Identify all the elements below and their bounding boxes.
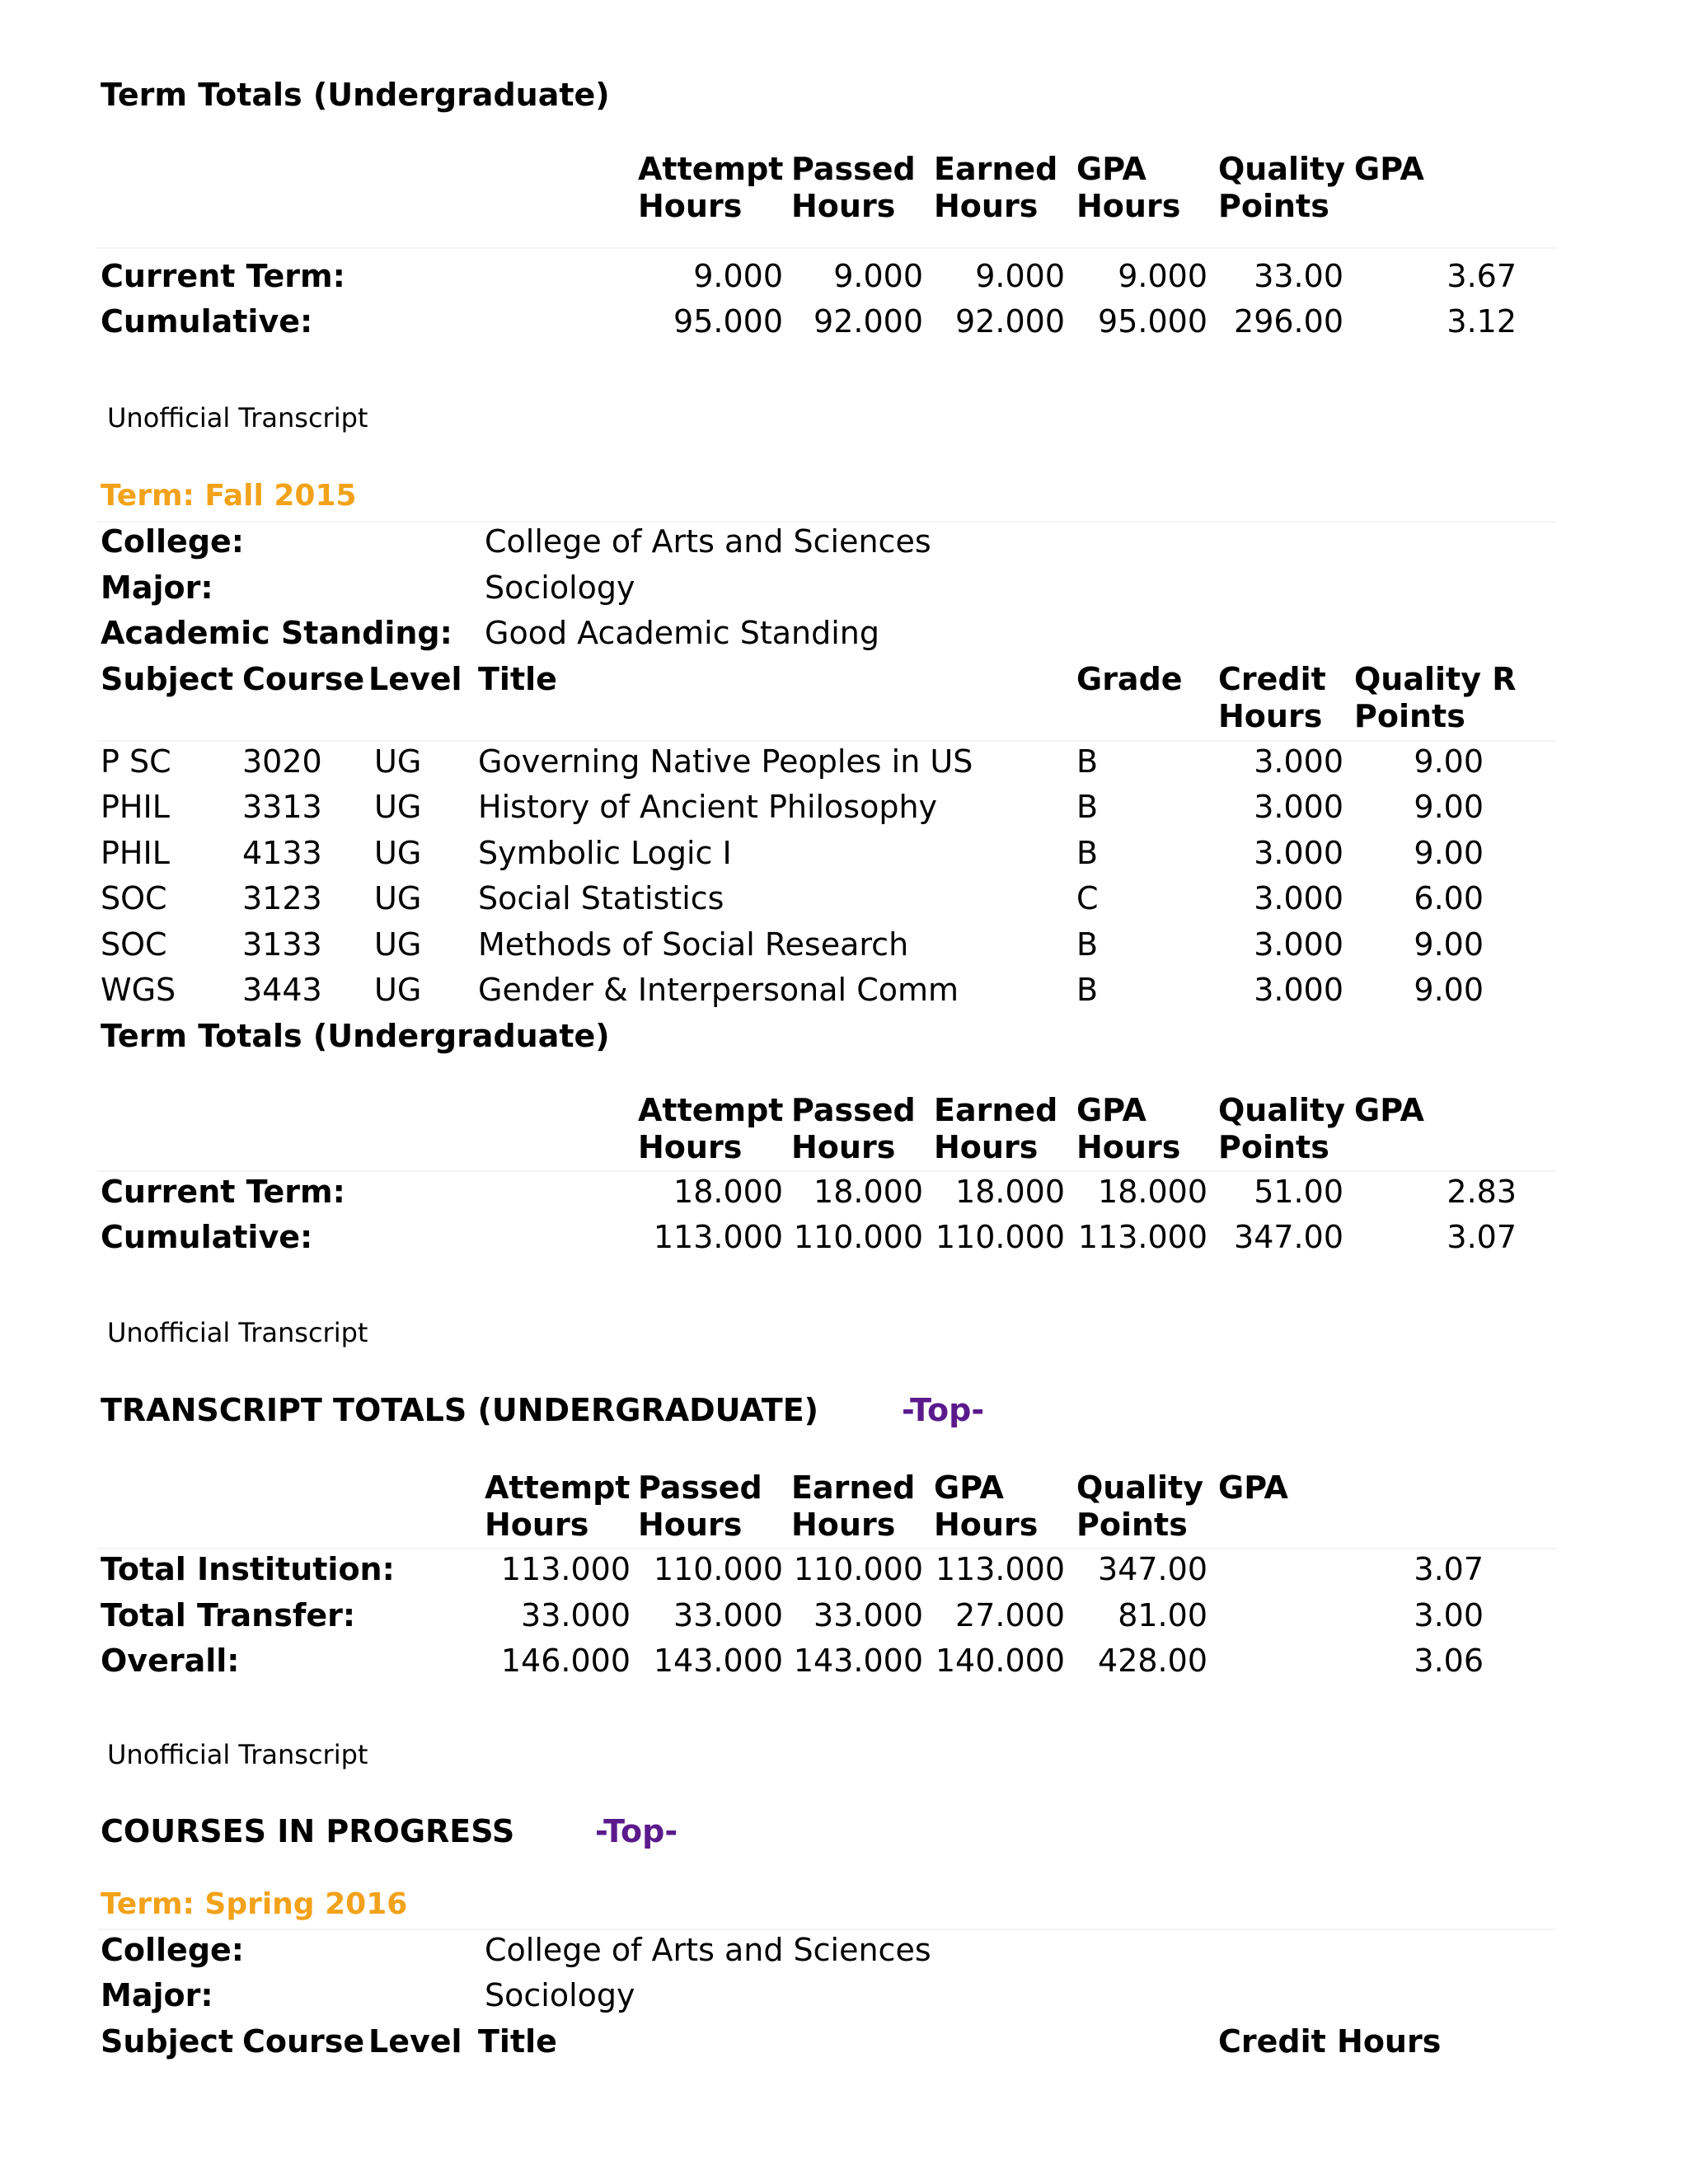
col-header-quality: Quality xyxy=(1218,151,1345,187)
fall-current-quality-points: 51.00 xyxy=(1254,1174,1343,1210)
fall-cumulative-label: Cumulative: xyxy=(101,1219,313,1255)
tt-col-header-gpa: GPA xyxy=(934,1469,1004,1506)
college-value: College of Arts and Sciences xyxy=(485,523,931,560)
tt-col-header-attempt: Attempt xyxy=(485,1469,631,1506)
col-header-gpa-value: GPA xyxy=(1354,151,1424,187)
total-transfer-quality: 81.00 xyxy=(1118,1597,1207,1633)
unofficial-transcript-note-2: Unofficial Transcript xyxy=(107,1317,368,1348)
fall-col-header-passed: Passed xyxy=(791,1092,916,1128)
total-institution-quality: 347.00 xyxy=(1098,1551,1207,1587)
col-header-quality-points: Points xyxy=(1218,188,1329,224)
course-row-2-course: 3313 xyxy=(242,789,322,825)
course-header-title: Title xyxy=(478,661,557,697)
current-quality-points: 33.00 xyxy=(1254,258,1343,294)
course-row-6-credit: 3.000 xyxy=(1254,972,1343,1008)
term-totals-heading: Term Totals (Undergraduate) xyxy=(101,77,610,113)
col-header-gpa-hours: Hours xyxy=(1076,188,1181,224)
col-header-earned: Earned xyxy=(934,151,1058,187)
top-link-1[interactable]: -Top- xyxy=(902,1392,985,1428)
course-row-2-grade: B xyxy=(1076,789,1099,825)
fall-current-term-label: Current Term: xyxy=(101,1174,345,1210)
course-row-5-subject: SOC xyxy=(101,926,167,963)
course-row-5-quality: 9.00 xyxy=(1414,926,1484,963)
course-row-4-subject: SOC xyxy=(101,880,167,916)
term-spring-2016: Term: Spring 2016 xyxy=(101,1887,408,1921)
total-institution-gpa-hours: 113.000 xyxy=(935,1551,1065,1587)
course-row-1-course: 3020 xyxy=(242,743,322,780)
fall-col-header-passed-hours: Hours xyxy=(791,1129,896,1165)
col-header-passed: Passed xyxy=(791,151,916,187)
unofficial-transcript-note-3: Unofficial Transcript xyxy=(107,1739,368,1770)
course-row-3-credit: 3.000 xyxy=(1254,835,1343,871)
fall-col-header-attempt-hours: Hours xyxy=(638,1129,743,1165)
ip-college-label: College: xyxy=(101,1932,244,1968)
tt-col-header-passed: Passed xyxy=(638,1469,762,1506)
course-row-1-subject: P SC xyxy=(101,743,171,780)
fall-cumulative-quality-points: 347.00 xyxy=(1234,1219,1343,1255)
ip-header-title: Title xyxy=(478,2023,557,2060)
fall-col-header-earned-hours: Hours xyxy=(934,1129,1039,1165)
tt-col-header-gpa-value: GPA xyxy=(1218,1469,1288,1506)
course-header-credit: Credit xyxy=(1218,661,1326,697)
current-earned-hours: 9.000 xyxy=(975,258,1065,294)
fall-cumulative-gpa-hours: 113.000 xyxy=(1077,1219,1207,1255)
course-row-1-quality: 9.00 xyxy=(1414,743,1484,780)
total-transfer-attempt: 33.000 xyxy=(521,1597,631,1633)
cumulative-label: Cumulative: xyxy=(101,303,313,340)
course-row-6-subject: WGS xyxy=(101,972,176,1008)
cumulative-earned-hours: 92.000 xyxy=(955,303,1065,340)
col-header-passed-hours: Hours xyxy=(791,188,896,224)
major-label: Major: xyxy=(101,569,213,606)
course-row-4-credit: 3.000 xyxy=(1254,880,1343,916)
course-row-3-level: UG xyxy=(374,835,422,871)
current-gpa: 3.67 xyxy=(1447,258,1517,294)
total-institution-attempt: 113.000 xyxy=(500,1551,631,1587)
fall-col-header-gpa-value: GPA xyxy=(1354,1092,1424,1128)
tt-col-header-passed-hours: Hours xyxy=(638,1507,743,1543)
col-header-attempt: Attempt xyxy=(638,151,784,187)
fall-col-header-gpa-hours: Hours xyxy=(1076,1129,1181,1165)
course-header-grade: Grade xyxy=(1076,661,1183,697)
overall-label: Overall: xyxy=(101,1643,240,1679)
transcript-totals-heading: TRANSCRIPT TOTALS (UNDERGRADUATE) xyxy=(101,1392,819,1428)
current-gpa-hours: 9.000 xyxy=(1118,258,1207,294)
col-header-attempt-hours: Hours xyxy=(638,188,743,224)
course-row-2-credit: 3.000 xyxy=(1254,789,1343,825)
ip-header-level: Level xyxy=(368,2023,462,2060)
tt-col-header-earned: Earned xyxy=(791,1469,916,1506)
total-transfer-passed: 33.000 xyxy=(673,1597,783,1633)
total-transfer-label: Total Transfer: xyxy=(101,1597,356,1633)
overall-earned: 143.000 xyxy=(793,1643,923,1679)
fall-col-header-gpa: GPA xyxy=(1076,1092,1146,1128)
course-row-5-grade: B xyxy=(1076,926,1099,963)
tt-col-header-attempt-hours: Hours xyxy=(485,1507,589,1543)
course-header-quality-r: Quality R xyxy=(1354,661,1517,697)
academic-standing-value: Good Academic Standing xyxy=(485,615,879,651)
total-institution-earned: 110.000 xyxy=(793,1551,923,1587)
course-header-level: Level xyxy=(368,661,462,697)
tt-col-header-quality: Quality xyxy=(1076,1469,1203,1506)
ip-header-subject: Subject xyxy=(101,2023,234,2060)
ip-major-label: Major: xyxy=(101,1977,213,2013)
cumulative-gpa: 3.12 xyxy=(1447,303,1517,340)
current-passed-hours: 9.000 xyxy=(833,258,923,294)
term-fall-2015: Term: Fall 2015 xyxy=(101,479,357,513)
tt-col-header-earned-hours: Hours xyxy=(791,1507,896,1543)
fall-cumulative-earned-hours: 110.000 xyxy=(935,1219,1065,1255)
overall-gpa: 3.06 xyxy=(1414,1643,1484,1679)
overall-passed: 143.000 xyxy=(653,1643,783,1679)
ip-college-value: College of Arts and Sciences xyxy=(485,1932,931,1968)
fall-col-header-quality-points: Points xyxy=(1218,1129,1329,1165)
course-header-credit-hours: Hours xyxy=(1218,698,1323,734)
tt-col-header-quality-points: Points xyxy=(1076,1507,1188,1543)
course-row-6-grade: B xyxy=(1076,972,1099,1008)
total-institution-gpa: 3.07 xyxy=(1414,1551,1484,1587)
course-row-6-level: UG xyxy=(374,972,422,1008)
course-row-5-course: 3133 xyxy=(242,926,322,963)
overall-gpa-hours: 140.000 xyxy=(935,1643,1065,1679)
course-row-3-subject: PHIL xyxy=(101,835,170,871)
course-row-3-title: Symbolic Logic I xyxy=(478,835,732,871)
overall-attempt: 146.000 xyxy=(500,1643,631,1679)
cumulative-gpa-hours: 95.000 xyxy=(1098,303,1207,340)
total-institution-passed: 110.000 xyxy=(653,1551,783,1587)
fall-col-header-earned: Earned xyxy=(934,1092,1058,1128)
fall-cumulative-attempt-hours: 113.000 xyxy=(653,1219,783,1255)
course-row-4-course: 3123 xyxy=(242,880,322,916)
cumulative-passed-hours: 92.000 xyxy=(814,303,923,340)
course-row-1-credit: 3.000 xyxy=(1254,743,1343,780)
total-institution-label: Total Institution: xyxy=(101,1551,395,1587)
academic-standing-label: Academic Standing: xyxy=(101,615,452,651)
courses-in-progress-heading: COURSES IN PROGRESS xyxy=(101,1813,515,1849)
course-row-3-quality: 9.00 xyxy=(1414,835,1484,871)
course-row-4-title: Social Statistics xyxy=(478,880,724,916)
course-row-1-grade: B xyxy=(1076,743,1099,780)
fall-col-header-attempt: Attempt xyxy=(638,1092,784,1128)
course-row-2-level: UG xyxy=(374,789,422,825)
current-term-label: Current Term: xyxy=(101,258,345,294)
course-header-subject: Subject xyxy=(101,661,234,697)
ip-header-credit-hours: Credit Hours xyxy=(1218,2023,1442,2060)
fall-current-gpa-hours: 18.000 xyxy=(1098,1174,1207,1210)
course-row-6-quality: 9.00 xyxy=(1414,972,1484,1008)
col-header-gpa: GPA xyxy=(1076,151,1146,187)
course-row-4-grade: C xyxy=(1076,880,1099,916)
course-row-6-title: Gender & Interpersonal Comm xyxy=(478,972,959,1008)
ip-header-course: Course xyxy=(242,2023,365,2060)
current-attempt-hours: 9.000 xyxy=(693,258,783,294)
unofficial-transcript-note: Unofficial Transcript xyxy=(107,402,368,434)
course-row-4-level: UG xyxy=(374,880,422,916)
course-row-2-title: History of Ancient Philosophy xyxy=(478,789,938,825)
fall-term-totals-heading: Term Totals (Undergraduate) xyxy=(101,1018,610,1054)
fall-current-attempt-hours: 18.000 xyxy=(673,1174,783,1210)
fall-col-header-quality: Quality xyxy=(1218,1092,1345,1128)
course-row-2-subject: PHIL xyxy=(101,789,170,825)
course-header-course: Course xyxy=(242,661,365,697)
fall-current-gpa: 2.83 xyxy=(1447,1174,1517,1210)
ip-major-value: Sociology xyxy=(485,1977,635,2013)
fall-current-earned-hours: 18.000 xyxy=(955,1174,1065,1210)
course-row-5-credit: 3.000 xyxy=(1254,926,1343,963)
fall-current-passed-hours: 18.000 xyxy=(814,1174,923,1210)
course-row-1-level: UG xyxy=(374,743,422,780)
major-value: Sociology xyxy=(485,569,635,606)
course-row-1-title: Governing Native Peoples in US xyxy=(478,743,973,780)
college-label: College: xyxy=(101,523,244,560)
fall-cumulative-gpa: 3.07 xyxy=(1447,1219,1517,1255)
col-header-earned-hours: Hours xyxy=(934,188,1039,224)
course-row-5-level: UG xyxy=(374,926,422,963)
total-transfer-earned: 33.000 xyxy=(814,1597,923,1633)
fall-cumulative-passed-hours: 110.000 xyxy=(793,1219,923,1255)
course-row-4-quality: 6.00 xyxy=(1414,880,1484,916)
cumulative-quality-points: 296.00 xyxy=(1234,303,1343,340)
course-row-5-title: Methods of Social Research xyxy=(478,926,909,963)
course-row-3-grade: B xyxy=(1076,835,1099,871)
course-row-3-course: 4133 xyxy=(242,835,322,871)
cumulative-attempt-hours: 95.000 xyxy=(673,303,783,340)
total-transfer-gpa: 3.00 xyxy=(1414,1597,1484,1633)
course-row-6-course: 3443 xyxy=(242,972,322,1008)
overall-quality: 428.00 xyxy=(1098,1643,1207,1679)
top-link-2[interactable]: -Top- xyxy=(595,1813,678,1849)
total-transfer-gpa-hours: 27.000 xyxy=(955,1597,1065,1633)
course-row-2-quality: 9.00 xyxy=(1414,789,1484,825)
course-header-quality-points: Points xyxy=(1354,698,1465,734)
tt-col-header-gpa-hours: Hours xyxy=(934,1507,1039,1543)
